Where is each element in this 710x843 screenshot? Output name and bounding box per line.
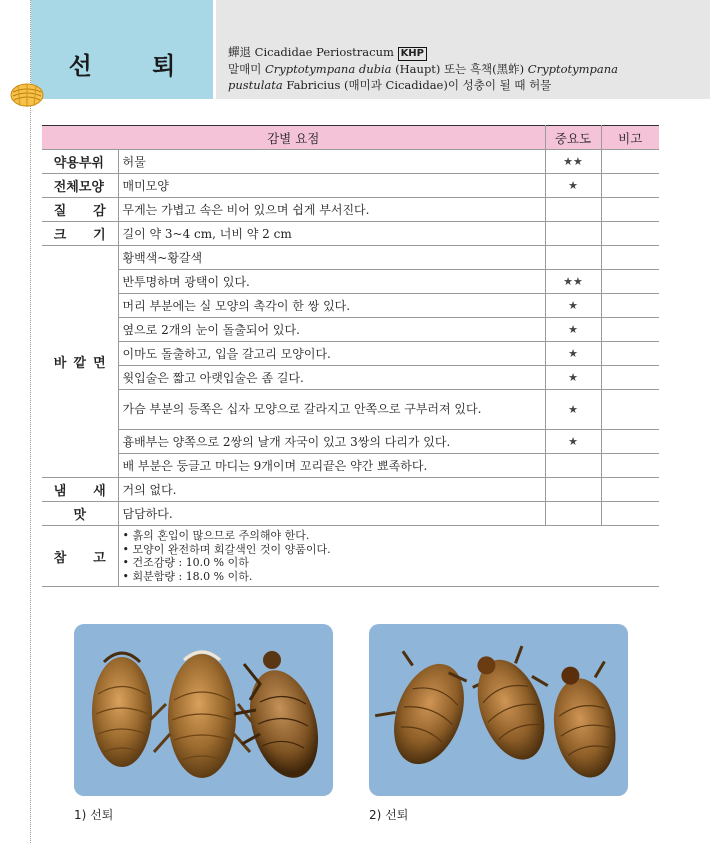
reference-item: • 건조감량 : 10.0 % 이하 bbox=[122, 556, 249, 569]
importance-stars bbox=[545, 246, 601, 270]
origin-text: Fabricius (매미과 Cicadidae)이 성충이 될 때 허물 bbox=[282, 78, 552, 92]
page-title: 선 퇴 bbox=[68, 52, 202, 80]
row-desc: 가슴 부분의 등쪽은 십자 모양으로 갈라지고 안쪽으로 구부러져 있다. bbox=[118, 390, 545, 430]
origin-text: 말매미 bbox=[228, 62, 265, 76]
row-label: 맛 bbox=[42, 502, 118, 526]
table-row bbox=[42, 502, 659, 526]
genus-name-2: Cryptotympana bbox=[527, 62, 618, 76]
reference-notes bbox=[118, 526, 659, 587]
note-cell bbox=[601, 454, 659, 478]
note-cell bbox=[601, 430, 659, 454]
importance-stars: ★ bbox=[545, 390, 601, 430]
latin-name: 蟬退 Cicadidae Periostracum bbox=[228, 45, 398, 59]
importance-stars bbox=[545, 222, 601, 246]
margin-dotted-line bbox=[30, 0, 31, 843]
row-desc: 무게는 가볍고 속은 비어 있으며 쉽게 부서진다. bbox=[118, 198, 545, 222]
row-desc: 배 부분은 둥글고 마디는 9개이며 꼬리끝은 약간 뾰족하다. bbox=[118, 454, 545, 478]
header-description bbox=[228, 44, 698, 93]
cicada-slough-illustration bbox=[369, 624, 628, 796]
table-row bbox=[42, 390, 659, 430]
row-desc: 옆으로 2개의 눈이 돌출되어 있다. bbox=[118, 318, 545, 342]
importance-stars: ★ bbox=[545, 366, 601, 390]
identification-table bbox=[42, 125, 659, 587]
row-desc: 황백색~황갈색 bbox=[118, 246, 545, 270]
table-row bbox=[42, 430, 659, 454]
exterior-label: 바 깥 면 bbox=[42, 246, 118, 478]
note-cell bbox=[601, 366, 659, 390]
row-label: 크 기 bbox=[42, 222, 118, 246]
table-row bbox=[42, 150, 659, 174]
note-cell bbox=[601, 222, 659, 246]
note-cell bbox=[601, 478, 659, 502]
table-row bbox=[42, 526, 659, 587]
row-label: 냄 새 bbox=[42, 478, 118, 502]
importance-stars: ★ bbox=[545, 318, 601, 342]
importance-stars: ★ bbox=[545, 174, 601, 198]
importance-stars bbox=[545, 478, 601, 502]
importance-stars bbox=[545, 454, 601, 478]
row-desc: 윗입술은 짧고 아랫입술은 좀 길다. bbox=[118, 366, 545, 390]
row-desc: 흉배부는 양쪽으로 2쌍의 날개 자국이 있고 3쌍의 다리가 있다. bbox=[118, 430, 545, 454]
species-name-2: pustulata bbox=[228, 78, 283, 92]
importance-stars bbox=[545, 198, 601, 222]
importance-stars: ★★ bbox=[545, 150, 601, 174]
row-label: 참 고 bbox=[42, 526, 118, 587]
table-row bbox=[42, 318, 659, 342]
row-desc: 담담하다. bbox=[118, 502, 545, 526]
khp-badge: KHP bbox=[398, 47, 427, 61]
header-importance: 중요도 bbox=[545, 126, 601, 150]
importance-stars: ★ bbox=[545, 294, 601, 318]
reference-item: • 회분함량 : 18.0 % 이하. bbox=[122, 569, 253, 583]
table-row bbox=[42, 366, 659, 390]
importance-stars: ★★ bbox=[545, 270, 601, 294]
row-desc: 거의 없다. bbox=[118, 478, 545, 502]
row-desc: 이마도 돌출하고, 입을 갈고리 모양이다. bbox=[118, 342, 545, 366]
note-cell bbox=[601, 246, 659, 270]
reference-item: • 모양이 완전하며 회갈색인 것이 양품이다. bbox=[122, 542, 331, 556]
reference-item: • 흙의 혼입이 많으므로 주의해야 한다. bbox=[122, 529, 310, 542]
importance-stars: ★ bbox=[545, 430, 601, 454]
note-cell bbox=[601, 502, 659, 526]
row-label: 약용부위 bbox=[42, 150, 118, 174]
note-cell bbox=[601, 294, 659, 318]
origin-text: (Haupt) 또는 흑책(黑蚱) bbox=[391, 62, 528, 76]
table-row bbox=[42, 222, 659, 246]
row-label: 전체모양 bbox=[42, 174, 118, 198]
herb-bundle-icon bbox=[8, 80, 46, 110]
table-row bbox=[42, 454, 659, 478]
header-criteria: 감별 요점 bbox=[42, 126, 545, 150]
title-box bbox=[31, 0, 213, 99]
note-cell bbox=[601, 342, 659, 366]
note-cell bbox=[601, 390, 659, 430]
row-desc: 길이 약 3~4 cm, 너비 약 2 cm bbox=[118, 222, 545, 246]
table-row bbox=[42, 270, 659, 294]
photo-caption-1: 1) 선퇴 bbox=[74, 808, 114, 822]
note-cell bbox=[601, 174, 659, 198]
table-row bbox=[42, 174, 659, 198]
row-desc: 반투명하며 광택이 있다. bbox=[118, 270, 545, 294]
table-row bbox=[42, 294, 659, 318]
row-desc: 머리 부분에는 실 모양의 촉각이 한 쌍 있다. bbox=[118, 294, 545, 318]
note-cell bbox=[601, 198, 659, 222]
cicada-slough-photo-1 bbox=[74, 624, 333, 796]
importance-stars: ★ bbox=[545, 342, 601, 366]
row-desc: 허물 bbox=[118, 150, 545, 174]
row-desc: 매미모양 bbox=[118, 174, 545, 198]
table-row bbox=[42, 246, 659, 270]
importance-stars bbox=[545, 502, 601, 526]
header-description-panel bbox=[216, 0, 710, 99]
row-label: 질 감 bbox=[42, 198, 118, 222]
species-name-1: Cryptotympana dubia bbox=[264, 62, 392, 76]
note-cell bbox=[601, 150, 659, 174]
table-row bbox=[42, 478, 659, 502]
note-cell bbox=[601, 318, 659, 342]
header-note: 비고 bbox=[601, 126, 659, 150]
cicada-slough-illustration bbox=[74, 624, 333, 796]
table-row bbox=[42, 342, 659, 366]
table-row bbox=[42, 198, 659, 222]
photo-caption-2: 2) 선퇴 bbox=[369, 808, 409, 822]
note-cell bbox=[601, 270, 659, 294]
cicada-slough-photo-2 bbox=[369, 624, 628, 796]
